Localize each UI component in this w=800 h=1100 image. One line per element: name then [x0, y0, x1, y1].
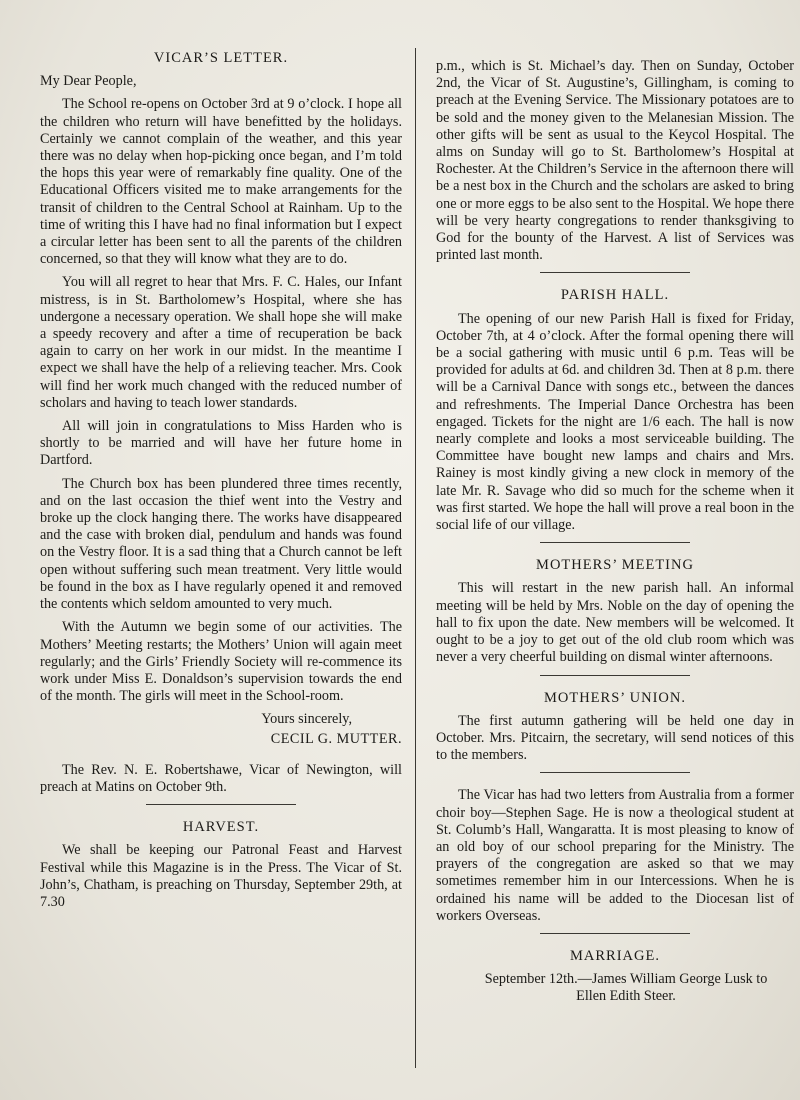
- letter-closing: Yours sincerely,: [261, 711, 352, 728]
- section-divider: [540, 933, 690, 934]
- column-rule: [415, 48, 416, 1068]
- vicars-letter-heading: VICAR’S LETTER.: [153, 50, 289, 66]
- section-divider: [540, 272, 690, 273]
- letter-signature: CECIL G. MUTTER.: [270, 730, 402, 747]
- mothers-union-heading: MOTHERS’ UNION.: [543, 689, 686, 706]
- newington-notice: The Rev. N. E. Robertshawe, Vicar of Newington, will preach at Matins on October 9th.: [40, 761, 402, 795]
- marriage-line-1: September 12th.—James William George Lusk to: [484, 971, 768, 988]
- infant-mistress-paragraph: You will all regret to hear that Mrs. F. C. Hales, our Infant mistress, is in St. Bartholomew’s Hospital, where she has undergone a necessary operation. We shall hope she will make a speedy recovery and after a time of recuperation be back again to carry on her work in our midst. In the meantime I expect we shall have the help of a relieving teacher. Mrs. Cook will find her work much changed with the reduced number of scholars and having to teach lower standards.: [40, 274, 402, 411]
- section-divider: [540, 542, 690, 543]
- harvest-paragraph: We shall be keeping our Patronal Feast and Harvest Festival while this Magazine is in the Press. The Vicar of St. John’s, Chatham, is preaching on Thursday, September 29th, at 7.30: [40, 842, 402, 910]
- parish-hall-heading: PARISH HALL.: [560, 287, 670, 304]
- mothers-meeting-heading: MOTHERS’ MEETING: [536, 557, 694, 574]
- section-divider: [540, 675, 690, 676]
- harvest-heading: HARVEST.: [182, 819, 260, 836]
- section-divider: [146, 804, 296, 805]
- congratulations-paragraph: All will join in congratulations to Miss Harden who is shortly to be married and will have her future home in Dartford.: [40, 418, 402, 469]
- harvest-continued: p.m., which is St. Michael’s day. Then on Sunday, October 2nd, the Vicar of St. Augustine’s, Gillingham, is coming to preach at the Evening Service. The Missionary potatoes are to be sold and the money given to the Melanesian Mission. The other gifts will be sent as usual to the Keycol Hospital. The alms on Sunday will go to St. Bartholomew’s Hospital at Rochester. At the Children’s Service in the afternoon there will be a nest box in the Church and the scholars are asked to bring one or more eggs to be also sent to the Hospital. We hope there will be very hearty congregations to render thanksgiving to God for the bounty of the Harvest. A list of Services was printed last month.: [436, 58, 794, 264]
- mothers-union-paragraph: The first autumn gathering will be held one day in October. Mrs. Pitcairn, the secretary, will send notices of this to the members.: [436, 712, 794, 764]
- autumn-activities-paragraph: With the Autumn we begin some of our activities. The Mothers’ Meeting restarts; the Mothers’ Union will again meet regularly; and the Girls’ Friendly Society will re-commence its work under Miss E. Donaldson’s supervision towards the end of the month. The girls will meet in the School-room.: [40, 619, 402, 705]
- school-paragraph: The School re-opens on October 3rd at 9 o’clock. I hope all the children who return will have benefitted by the holidays. Certainly we cannot complain of the weather, and this year there was no delay when hop-picking once began, and I’m told the hops this year were of remarkably fine quality. One of the Educational Officers visited me to make arrangements for the transit of children to the Central School at Rainham. Up to the time of writing this I have had no final information but I expect a circular letter has been sent to all the parents of the children concerned, so that they will know what they are to do.: [40, 96, 402, 268]
- section-divider: [540, 772, 690, 773]
- australia-paragraph: The Vicar has had two letters from Australia from a former choir boy—Stephen Sage. He is now a theological student at St. Columb’s Hall, Wangaratta. It is most pleasing to know of an old boy of our school preparing for the Ministry. The prayers of the congregation are asked so that we may sometimes remember him in our Intercessions. When he is ordained his name will be added to the Diocesan list of workers Overseas.: [436, 787, 794, 924]
- marriage-heading: MARRIAGE.: [570, 947, 660, 964]
- parish-hall-paragraph: The opening of our new Parish Hall is fixed for Friday, October 7th, at 4 o’clock. After the formal opening there will be a social gathering with music until 6 p.m. Teas will be provided for adults at 6d. and children 3d. Then at 8 p.m. there will be a Carnival Dance with songs etc., between the dances and refreshments. The Imperial Dance Orchestra has been engaged. Tickets for the night are 1/6 each. The hall is now nearly complete and looks a most serviceable building. The Committee have bought new lamps and chairs and Mrs. Rainey is most kindly giving a new clock in memory of the late Mr. R. Savage who did so much for the scheme when it was first started. We hope the hall will prove a real boon in the social life of our village.: [436, 310, 794, 534]
- church-box-paragraph: The Church box has been plundered three times recently, and on the last occasion the thief went into the Vestry and broke up the clock hanging there. The works have disappeared and the case with broken dial, pendulum and hands was found on the Vestry floor. It is a sad thing that a Church cannot be left open without suffering such mean treatment. Very little would be found in the box as I have regularly opened it and removed the contents which seldom amounted to very much.: [40, 475, 402, 613]
- salutation: My Dear People,: [40, 73, 137, 90]
- marriage-line-2: Ellen Edith Steer.: [576, 988, 676, 1005]
- mothers-meeting-paragraph: This will restart in the new parish hall. An informal meeting will be held by Mrs. Noble on the day of opening the hall to fix upon the date. New members will be welcomed. It ought to be a joy to get out of the old club room which was never a very cheerful building on dismal winter afternoons.: [436, 580, 794, 666]
- right-column: [436, 58, 794, 1006]
- left-column: [40, 50, 402, 917]
